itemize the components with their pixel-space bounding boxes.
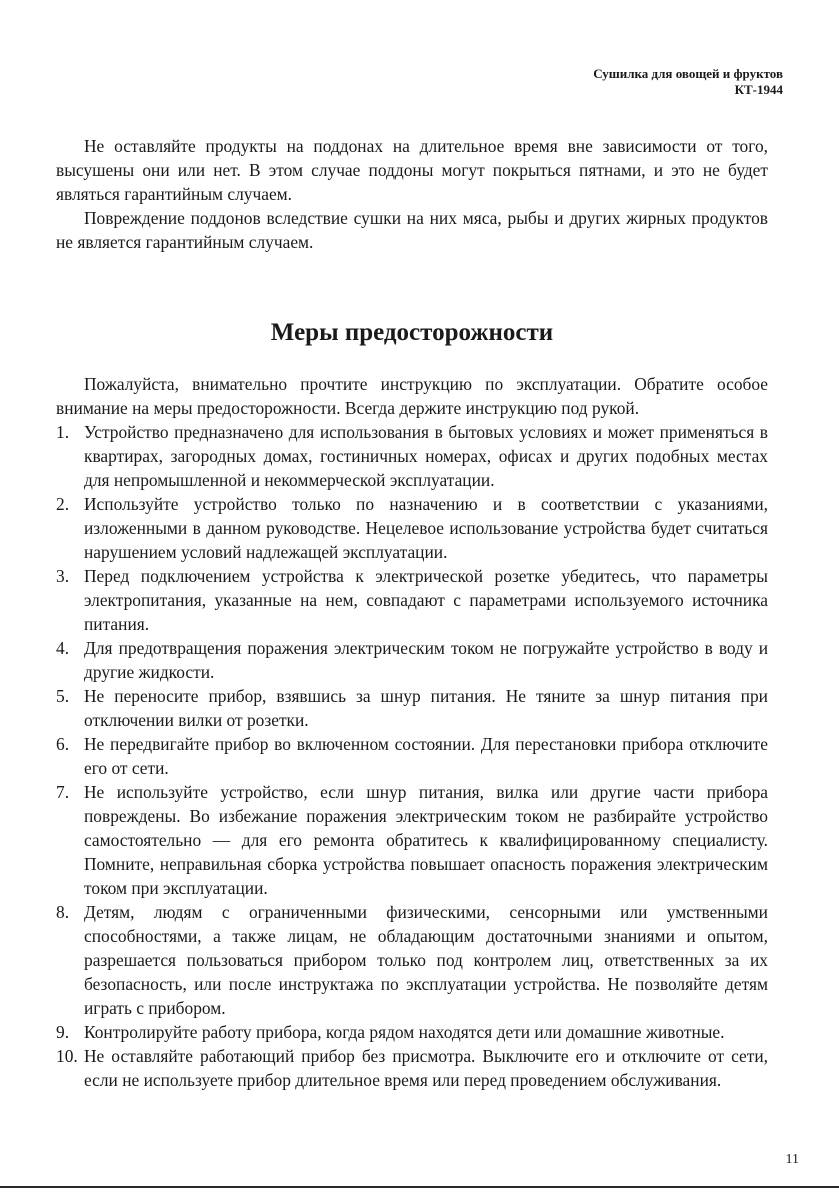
list-item (56, 420, 768, 492)
running-header (593, 66, 783, 98)
list-item (56, 780, 768, 900)
item-number: 8. (56, 902, 70, 922)
item-text: Используйте устройство только по назначению и в соответствии с указаниями, изложенными в данном руководстве. Нецелевое использование устройства будет считаться нарушением условий надлежащей эксплуатации. (84, 494, 768, 562)
item-number: 4. (56, 638, 70, 658)
precautions-block (56, 372, 768, 1092)
item-number: 6. (56, 734, 70, 754)
item-text: Перед подключением устройства к электрической розетке убедитесь, что параметры электропитания, указанные на нем, совпадают с параметрами используемого источника питания. (84, 566, 768, 634)
intro-text-block (56, 134, 768, 254)
precautions-list (56, 420, 768, 1092)
header-model: КТ-1944 (734, 82, 783, 97)
list-item (56, 684, 768, 732)
item-text: Детям, людям с ограниченными физическими, сенсорными или умственными способностями, а также лицам, не обладающим достаточными знаниями и опытом, разрешается пользоваться прибором только под контролем лиц, ответственных за их безопасность, или после инструктажа по эксплуатации устройства. Не позволяйте детям играть с прибором. (84, 902, 768, 1018)
item-text: Контролируйте работу прибора, когда рядом находятся дети или домашние животные. (84, 1022, 725, 1042)
item-number: 7. (56, 782, 70, 802)
list-item (56, 492, 768, 564)
item-number: 1. (56, 422, 70, 442)
intro-paragraph: Повреждение поддонов вследствие сушки на них мяса, рыбы и других жирных продуктов не является гарантийным случаем. (56, 208, 768, 252)
list-item (56, 564, 768, 636)
bottom-divider (0, 1186, 839, 1188)
item-text: Для предотвращения поражения электрическим током не погружайте устройство в воду и другие жидкости. (84, 638, 768, 682)
list-item (56, 1044, 768, 1092)
page-number: 11 (785, 1152, 799, 1167)
item-number: 5. (56, 686, 70, 706)
item-number: 2. (56, 494, 70, 514)
item-text: Не оставляйте работающий прибор без присмотра. Выключите его и отключите от сети, если не используете прибор длительное время или перед проведением обслуживания. (84, 1046, 768, 1090)
item-text: Не переносите прибор, взявшись за шнур питания. Не тяните за шнур питания при отключении вилки от розетки. (84, 686, 768, 730)
list-item (56, 732, 768, 780)
item-number: 10. (56, 1046, 78, 1066)
precautions-lead: Пожалуйста, внимательно прочтите инструкцию по эксплуатации. Обратите особое внимание на меры предосторожности. Всегда держите инструкцию под рукой. (56, 374, 768, 418)
item-number: 3. (56, 566, 70, 586)
item-number: 9. (56, 1022, 70, 1042)
list-item (56, 1020, 768, 1044)
intro-paragraph: Не оставляйте продукты на поддонах на длительное время вне зависимости от того, высушены они или нет. В этом случае поддоны могут покрыться пятнами, и это не будет являться гарантийным случаем. (56, 136, 768, 204)
item-text: Устройство предназначено для использования в бытовых условиях и может применяться в квартирах, загородных домах, гостиничных номерах, офисах и других подобных местах для непромышленной и некоммерческой эксплуатации. (84, 422, 768, 490)
list-item (56, 636, 768, 684)
list-item (56, 900, 768, 1020)
item-text: Не используйте устройство, если шнур питания, вилка или другие части прибора повреждены. Во избежание поражения электрическим током не разбирайте устройство самостоятельно — для его ремонта обратитесь к квалифицированному специалисту. Помните, неправильная сборка устройства повышает опасность поражения электрическим током при эксплуатации. (84, 782, 768, 898)
section-title: Меры предосторожности (270, 319, 554, 346)
header-product-name: Сушилка для овощей и фруктов (593, 66, 783, 81)
item-text: Не передвигайте прибор во включенном состоянии. Для перестановки прибора отключите его от сети. (84, 734, 768, 778)
